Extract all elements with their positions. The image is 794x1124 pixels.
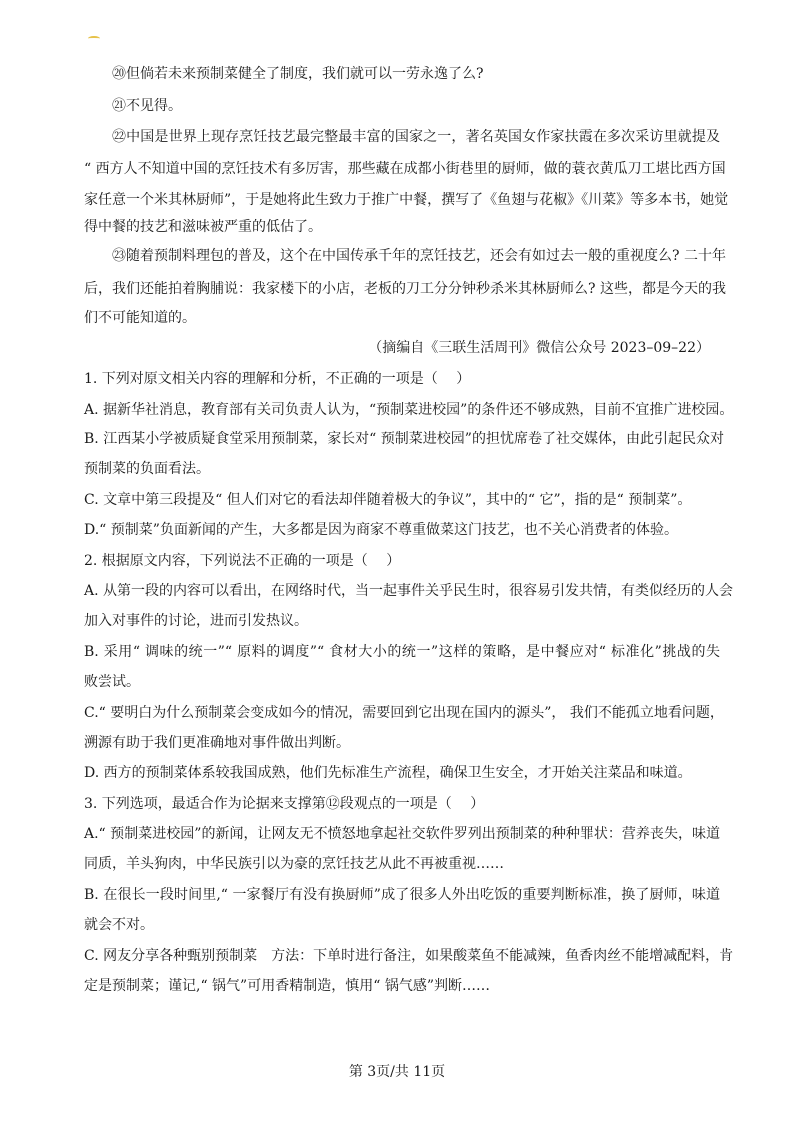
paragraph-22-line-2: “ 西方人不知道中国的烹饪技术有多厉害，那些藏在成都小街巷里的厨师，做的蓑衣黄瓜刀工堪比西方国 [84, 161, 726, 177]
question-3-option-a-line-1: A.“ 预制菜进校园”的新闻，让网友无不愤怒地拿起社交软件罗列出预制菜的种种罪状：营养丧失，味道 [84, 826, 720, 842]
corner-mark [88, 36, 100, 41]
question-2-option-a-line-1: A. 从第一段的内容可以看出，在网络时代，当一起事件关乎民生时，很容易引发共情，有类似经历的人会 [84, 583, 734, 599]
page-number: 第 3页/共 11页 [348, 1064, 446, 1080]
question-1-option-b-line-2: 预制菜的负面看法。 [84, 461, 210, 477]
question-3-option-b-line-1: B. 在很长一段时间里,“ 一家餐厅有没有换厨师”成了很多人外出吃饭的重要判断标准，换了厨师，味道 [84, 887, 720, 903]
question-1-stem: 1. 下列对原文相关内容的理解和分析，不正确的一项是（ ） [84, 371, 471, 387]
paragraph-20: ⑳但倘若未来预制菜健全了制度，我们就可以一劳永逸了么? [112, 66, 484, 82]
paragraph-21: ㉑不见得。 [112, 98, 182, 114]
question-3-stem: 3. 下列选项，最适合作为论据来支撑第⑫段观点的一项是（ ） [84, 796, 485, 812]
question-3-option-a-line-2: 同质，羊头狗肉，中华民族引以为豪的烹饪技艺从此不再被重视…… [84, 856, 504, 872]
question-2-option-b-line-1: B. 采用“ 调味的统一”“ 原料的调度”“ 食材大小的统一”这样的策略，是中餐应对“ 标准化”挑战的失 [84, 644, 720, 660]
paragraph-23-line-3: 们不可能知道的。 [84, 310, 196, 326]
question-3-option-b-line-2: 就会不对。 [84, 917, 154, 933]
question-2-stem: 2. 根据原文内容，下列说法不正确的一项是（ ） [84, 553, 401, 569]
paragraph-23-line-1: ㉓随着预制料理包的普及，这个在中国传承千年的烹饪技艺，还会有如过去一般的重视度么? 二十年 [112, 248, 726, 264]
paragraph-22-line-4: 得中餐的技艺和滋味被严重的低估了。 [84, 219, 322, 235]
question-2-option-a-line-2: 加入对事件的讨论，进而引发热议。 [84, 613, 308, 629]
paragraph-22-line-3: 家任意一个米其林厨师”，于是她将此生致力于推广中餐，撰写了《鱼翅与花椒》《川菜》等多本书，她觉 [84, 192, 729, 208]
question-2-option-d: D. 西方的预制菜体系较我国成熟，他们先标准生产流程，确保卫生安全，才开始关注菜品和味道。 [84, 765, 692, 781]
paragraph-23-line-2: 后，我们还能拍着胸脯说：我家楼下的小店，老板的刀工分分钟秒杀米其林厨师么? 这些，都是今天的我 [84, 281, 726, 297]
paragraph-22-line-1: ㉒中国是世界上现存烹饪技艺最完整最丰富的国家之一，著名英国女作家扶霞在多次采访里就提及 [112, 129, 720, 145]
question-1-option-a: A. 据新华社消息，教育部有关司负责人认为，“预制菜进校园”的条件还不够成熟，目前不宜推广进校园。 [84, 402, 734, 418]
question-2-option-b-line-2: 败尝试。 [84, 674, 140, 690]
question-1-option-d: D.“ 预制菜”负面新闻的产生，大多都是因为商家不尊重做菜这门技艺，也不关心消费者的体验。 [84, 522, 678, 538]
question-2-option-c-line-1: C.“ 要明白为什么预制菜会变成如今的情况，需要回到它出现在国内的源头”， 我们不能孤立地看问题， [84, 705, 724, 721]
question-1-option-b-line-1: B. 江西某小学被质疑食堂采用预制菜，家长对“ 预制菜进校园”的担忧席卷了社交媒体，由此引起民众对 [84, 431, 724, 447]
source-citation: （摘编自《三联生活周刊》微信公众号 2023–09–22） [368, 340, 710, 356]
question-1-option-c: C. 文章中第三段提及“ 但人们对它的看法却伴随着极大的争议”，其中的“ 它”，指的是“ 预制菜”。 [84, 492, 692, 508]
question-2-option-c-line-2: 溯源有助于我们更准确地对事件做出判断。 [84, 735, 350, 751]
question-3-option-c-line-1: C. 网友分享各种甄别预制菜 方法：下单时进行备注，如果酸菜鱼不能减辣，鱼香肉丝不能增减配料，肯 [84, 948, 734, 964]
question-3-option-c-line-2: 定是预制菜；谨记,“ 锅气”可用香精制造，慎用“ 锅气感”判断…… [84, 978, 490, 994]
